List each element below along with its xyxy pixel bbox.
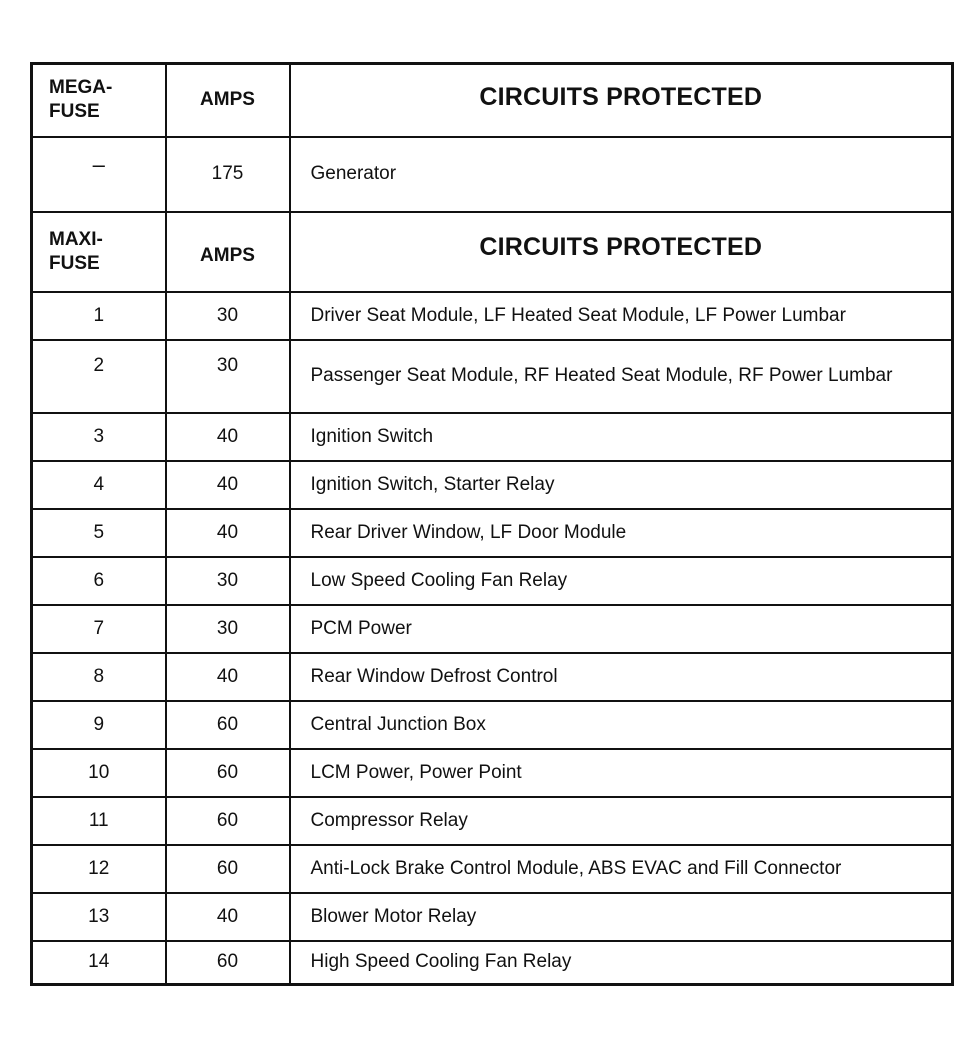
maxi-fuse-row xyxy=(32,292,953,340)
maxi-amps-column-header: AMPS xyxy=(166,212,290,292)
maxi-fuse-circuits: Central Junction Box xyxy=(290,701,953,749)
maxi-fuse-circuits: Anti-Lock Brake Control Module, ABS EVAC and Fill Connector xyxy=(290,845,953,893)
maxi-fuse-amps: 40 xyxy=(166,893,290,941)
mega-fuse-amps: 175 xyxy=(166,137,290,212)
maxi-fuse-row xyxy=(32,413,953,461)
mega-circuits-column-header: CIRCUITS PROTECTED xyxy=(290,64,953,137)
maxi-fuse-number: 5 xyxy=(32,509,166,557)
mega-fuse-header-row xyxy=(32,64,953,137)
maxi-fuse-circuits: Ignition Switch, Starter Relay xyxy=(290,461,953,509)
fuse-table-body xyxy=(32,64,953,985)
maxi-fuse-circuits: Compressor Relay xyxy=(290,797,953,845)
maxi-fuse-amps: 40 xyxy=(166,413,290,461)
maxi-fuse-amps: 60 xyxy=(166,749,290,797)
maxi-fuse-circuits: Low Speed Cooling Fan Relay xyxy=(290,557,953,605)
maxi-fuse-number: 2 xyxy=(32,340,166,413)
mega-fuse-column-header: MEGA- FUSE xyxy=(32,64,166,137)
maxi-fuse-amps: 40 xyxy=(166,509,290,557)
maxi-fuse-circuits: Rear Window Defrost Control xyxy=(290,653,953,701)
maxi-fuse-number: 4 xyxy=(32,461,166,509)
maxi-fuse-row xyxy=(32,557,953,605)
maxi-fuse-circuits: PCM Power xyxy=(290,605,953,653)
maxi-fuse-number: 10 xyxy=(32,749,166,797)
maxi-fuse-number: 9 xyxy=(32,701,166,749)
maxi-fuse-amps: 30 xyxy=(166,605,290,653)
maxi-fuse-circuits: Driver Seat Module, LF Heated Seat Module, LF Power Lumbar xyxy=(290,292,953,340)
maxi-circuits-column-header: CIRCUITS PROTECTED xyxy=(290,212,953,292)
maxi-fuse-number: 3 xyxy=(32,413,166,461)
maxi-fuse-row xyxy=(32,461,953,509)
mega-fuse-row xyxy=(32,137,953,212)
maxi-fuse-row xyxy=(32,749,953,797)
maxi-fuse-amps: 30 xyxy=(166,557,290,605)
maxi-fuse-amps: 30 xyxy=(166,340,290,413)
maxi-fuse-circuits: Ignition Switch xyxy=(290,413,953,461)
maxi-fuse-number: 8 xyxy=(32,653,166,701)
maxi-fuse-circuits: Rear Driver Window, LF Door Module xyxy=(290,509,953,557)
maxi-fuse-row xyxy=(32,509,953,557)
maxi-fuse-amps: 60 xyxy=(166,941,290,985)
maxi-fuse-number: 12 xyxy=(32,845,166,893)
mega-fuse-number: – xyxy=(32,137,166,212)
maxi-fuse-number: 6 xyxy=(32,557,166,605)
maxi-fuse-row xyxy=(32,340,953,413)
maxi-fuse-row xyxy=(32,941,953,985)
maxi-fuse-circuits: Passenger Seat Module, RF Heated Seat Module, RF Power Lumbar xyxy=(290,340,953,413)
maxi-fuse-amps: 40 xyxy=(166,461,290,509)
maxi-fuse-amps: 30 xyxy=(166,292,290,340)
maxi-fuse-row xyxy=(32,701,953,749)
maxi-fuse-row xyxy=(32,797,953,845)
maxi-fuse-circuits: High Speed Cooling Fan Relay xyxy=(290,941,953,985)
maxi-fuse-amps: 40 xyxy=(166,653,290,701)
maxi-fuse-row xyxy=(32,893,953,941)
mega-fuse-circuits: Generator xyxy=(290,137,953,212)
maxi-fuse-number: 13 xyxy=(32,893,166,941)
maxi-fuse-column-header: MAXI- FUSE xyxy=(32,212,166,292)
mega-amps-column-header: AMPS xyxy=(166,64,290,137)
maxi-fuse-number: 7 xyxy=(32,605,166,653)
maxi-fuse-row xyxy=(32,653,953,701)
maxi-fuse-amps: 60 xyxy=(166,701,290,749)
maxi-fuse-amps: 60 xyxy=(166,845,290,893)
maxi-fuse-header-row xyxy=(32,212,953,292)
maxi-fuse-number: 1 xyxy=(32,292,166,340)
fuse-table xyxy=(30,62,954,986)
maxi-fuse-row xyxy=(32,845,953,893)
maxi-fuse-row xyxy=(32,605,953,653)
maxi-fuse-amps: 60 xyxy=(166,797,290,845)
maxi-fuse-circuits: Blower Motor Relay xyxy=(290,893,953,941)
maxi-fuse-circuits: LCM Power, Power Point xyxy=(290,749,953,797)
maxi-fuse-number: 11 xyxy=(32,797,166,845)
maxi-fuse-number: 14 xyxy=(32,941,166,985)
